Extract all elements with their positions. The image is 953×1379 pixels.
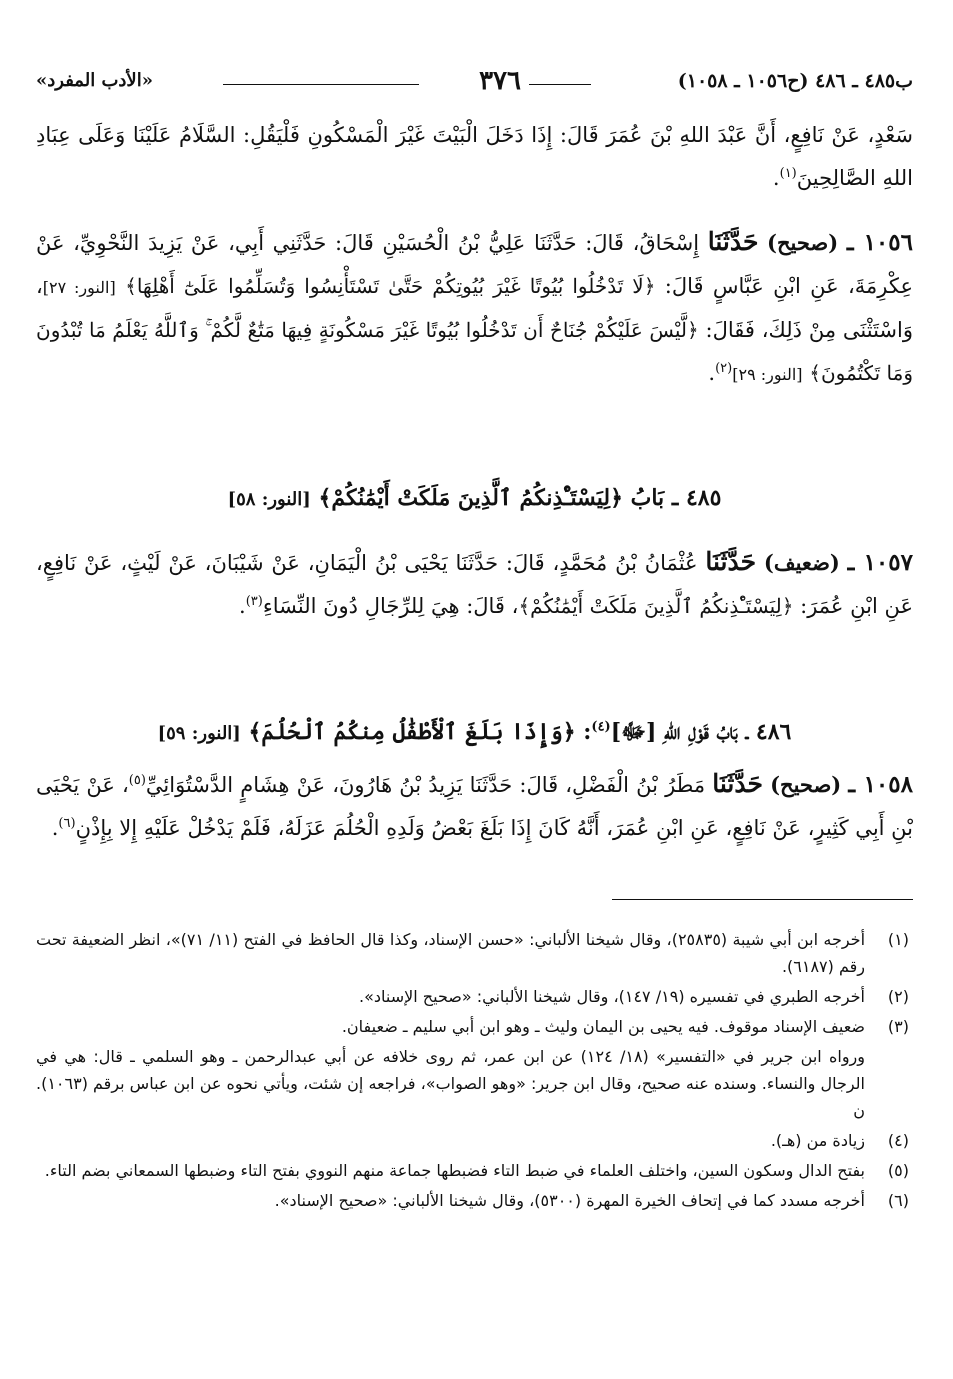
page-number: ٣٧٦ bbox=[479, 66, 521, 96]
footnotes bbox=[36, 926, 909, 1217]
hadith-grade: (ضعيف) bbox=[763, 550, 840, 575]
footnote-ref: (٤) bbox=[591, 719, 611, 735]
hadith-grade: (صحيح) bbox=[767, 230, 839, 255]
footnote-number: (٣) bbox=[887, 1017, 909, 1036]
footnote-ref: (٢) bbox=[715, 361, 733, 376]
footnote-text: بفتح الدال وسكون السين، واختلف العلماء في ضبط التاء فضبطها جماعة منهم النووي بفتح التاء وضبطها السمعاني بضم التاء. bbox=[44, 1161, 865, 1180]
footnote-item bbox=[36, 926, 909, 980]
quran-verse: ﴿لِيَسْتَـْٔذِنكُمُ ٱلَّذِينَ مَلَكَتْ أَيْمَٰنُكُمْ﴾ bbox=[518, 594, 794, 618]
footnote-number: (٦) bbox=[887, 1191, 909, 1210]
footnote-text: ضعيف الإسناد موقوف. فيه يحيى بن اليمان وليث ـ وهو ابن أبي سليم ـ ضعيفان. bbox=[341, 1017, 865, 1036]
footnote-ref: (١) bbox=[779, 166, 797, 181]
header-rule bbox=[529, 84, 591, 85]
header-rule bbox=[223, 84, 419, 85]
footnote-text: أخرجه ابن أبي شيبة (٢٥٨٣٥)، وقال شيخنا الألباني: «حسن الإسناد، وكذا قال الحافظ في الفتح (١١/ ٧١)»، انظر الضعيفة تحت رقم (٦١٨٧). bbox=[36, 930, 866, 976]
top-paragraph: سَعْدٍ، عَنْ نَافِعٍ، أَنَّ عَبْدَ اللهِ بْنَ عُمَرَ قَالَ: إِذَا دَخَلَ الْبَيْتَ غَيْرَ الْمَسْكُونِ فَلْيَقُلِ: السَّلَامُ عَلَيْنَا وَعَلَى عِبَادِ اللهِ الصَّالِحِينَ$^{(١)}$. bbox=[36, 123, 913, 190]
footnote-item bbox=[36, 1187, 909, 1214]
footnote-number: (١) bbox=[887, 930, 909, 949]
footnote-number: (٢) bbox=[887, 987, 909, 1006]
running-header bbox=[36, 66, 913, 110]
verse-reference: [النور: ٢٩] bbox=[732, 365, 803, 384]
footnote-separator bbox=[612, 899, 913, 900]
footnote-ref: (٥) bbox=[128, 773, 146, 788]
hadith-1056: ١٠٥٦ ـ (صحيح) حَدَّثَنَا إِسْحَاقُ، قَالَ: حَدَّثَنَا عَلِيُّ بْنُ الْحُسَيْنِ قَالَ: حَدَّثَنِي أَبِي، عَنْ يَزِيدَ النَّحْوِيِّ، عَنْ عِكْرِمَةَ، عَنِ ابْنِ عَبَّاسٍ قَالَ: ﴿لَا تَدْخُلُوا بُيُوتًا غَيْرَ بُيُوتِكُمْ حَتَّىٰ تَسْتَأْنِسُوا وَتُسَلِّمُوا عَلَىٰٓ أَهْلِهَا﴾ [النور: ٢٧]، وَاسْتَثْنَى مِنْ ذَلِكَ، فَقَالَ: ﴿لَّيْسَ عَلَيْكُمْ جُنَاحٌ أَن تَدْخُلُوا بُيُوتًا غَيْرَ مَسْكُونَةٍ فِيهَا مَتَٰعٌ لَّكُمْ ۚ وَٱللَّهُ يَعْلَمُ مَا تُبْدُونَ وَمَا تَكْتُمُونَ﴾ [النور: ٢٩]$^{(٢)}$. bbox=[36, 227, 914, 385]
hadith-1057: ١٠٥٧ ـ (ضعيف) حَدَّثَنَا عُثْمَانُ بْنُ مُحَمَّدٍ، قَالَ: حَدَّثَنَا يَحْيَى بْنُ الْيَمَانِ، عَنْ شَيْبَانَ، عَنْ لَيْثٍ، عَنْ نَافِعٍ، عَنِ ابْنِ عُمَرَ: ﴿لِيَسْتَـْٔذِنكُمُ ٱلَّذِينَ مَلَكَتْ أَيْمَٰنُكُمْ﴾، قَالَ: هِيَ لِلرِّجَالِ دُونَ النِّسَاءِ$^{(٣)}$. bbox=[36, 547, 913, 618]
quran-verse: : ﴿وَإِذَا بَلَغَ ٱلْأَطْفَٰلُ مِنكُمُ ٱلْحُلُمَ﴾ bbox=[248, 719, 592, 745]
footnote-item bbox=[36, 983, 909, 1010]
paragraph-text: سَعْدٍ، عَنْ نَافِعٍ، أَنَّ عَبْدَ اللهِ بْنَ عُمَرَ قَالَ: إِذَا دَخَلَ الْبَيْتَ غَيْرَ الْمَسْكُونِ فَلْيَقُلِ: السَّلَامُ عَلَيْنَا وَعَلَى عِبَادِ اللهِ الصَّالِحِينَ bbox=[36, 123, 913, 190]
header-chapter-range: ب٤٨٥ ـ ٤٨٦ (ح١٠٥٦ ـ ١٠٥٨) bbox=[677, 70, 913, 92]
hadith-text: إِسْحَاقُ، قَالَ: حَدَّثَنَا عَلِيُّ بْنُ الْحُسَيْنِ قَالَ: حَدَّثَنِي أَبِي، عَنْ يَزِيدَ النَّحْوِيِّ، عَنْ عِكْرِمَةَ، عَنِ ابْنِ عَبَّاسٍ قَالَ: bbox=[36, 231, 914, 298]
footnote-text: أخرجه الطبري في تفسيره (١٩/ ١٤٧)، وقال شيخنا الألباني: «صحيح الإسناد». bbox=[359, 987, 865, 1006]
hadith-text: ، وَاسْتَثْنَى مِنْ ذَلِكَ، فَقَالَ: bbox=[36, 274, 913, 342]
footnote-item bbox=[36, 1013, 909, 1040]
hadith-text: مَطَرُ بْنُ الْفَضْلِ، قَالَ: حَدَّثَنَا يَزِيدُ بْنُ هَارُونَ، عَنْ هِشَامٍ الدَّسْتُوَائِيِّ bbox=[145, 773, 706, 797]
quran-verse: ﴿لِيَسْتَـْٔذِنكُمُ ٱلَّذِينَ مَلَكَتْ أَيْمَٰنُكُمْ﴾ bbox=[318, 485, 623, 511]
hadith-text: ، قَالَ: هِيَ لِلرِّجَالِ دُونَ النِّسَاءِ bbox=[262, 594, 519, 618]
header-book-title: «الأدب المفرد» bbox=[36, 70, 153, 91]
hadith-number: ١٠٥٦ ـ bbox=[846, 229, 913, 256]
hadith-grade: (صحيح) bbox=[770, 772, 842, 797]
verse-reference: [النور: ٢٧] bbox=[42, 278, 116, 297]
quran-verse: ﴿لَّيْسَ عَلَيْكُمْ جُنَاحٌ أَن تَدْخُلُوا بُيُوتًا غَيْرَ مَسْكُونَةٍ فِيهَا مَتَٰعٌ لَّكُمْ ۚ وَٱللَّهُ يَعْلَمُ مَا تُبْدُونَ وَمَا تَكْتُمُونَ﴾ bbox=[36, 318, 913, 385]
footnote-text: زيادة من (هـ). bbox=[770, 1131, 865, 1150]
footnote-ref: (٦) bbox=[58, 816, 76, 831]
footnote-number: (٥) bbox=[887, 1161, 909, 1180]
hadith-1058: ١٠٥٨ ـ (صحيح) حَدَّثَنَا مَطَرُ بْنُ الْفَضْلِ، قَالَ: حَدَّثَنَا يَزِيدُ بْنُ هَارُونَ، عَنْ هِشَامٍ الدَّسْتُوَائِيِّ$^{(٥)}$، عَنْ يَحْيَى بْنِ أَبِي كَثِيرٍ، عَنْ نَافِعٍ، عَنِ ابْنِ عُمَرَ، أَنَّهُ كَانَ إِذَا بَلَغَ بَعْضُ وَلَدِهِ الْحُلُمَ عَزَلَهُ، فَلَمْ يَدْخُلْ عَلَيْهِ إِلا بِإِذْنٍ$^{(٦)}$. bbox=[36, 769, 913, 840]
chapter-heading-486 bbox=[36, 712, 913, 754]
hadith-text: عُثْمَانُ بْنُ مُحَمَّدٍ، قَالَ: حَدَّثَنَا يَحْيَى بْنُ الْيَمَانِ، عَنْ شَيْبَانَ، عَنْ لَيْثٍ، عَنْ نَافِعٍ، عَنِ ابْنِ عُمَرَ: bbox=[36, 551, 913, 618]
chapter-label: ٤٨٦ ـ بَابُ قَوْلِ اللهِ [ﷻ] bbox=[610, 719, 792, 745]
footnote-continuation: ورواه ابن جرير في «التفسير» (١٨/ ١٢٤) عن ابن عمر، ثم روى خلافه عن أبي عبدالرحمن ـ وهو السلمي ـ قال: هي في الرجال والنساء. وسنده عنه صحيح، وقال ابن جرير: «وهو الصواب»، فراجعه إن شئت، ويأتي نحوه عن ابن عباس برقم (١٠٦٣). ن bbox=[35, 1047, 866, 1120]
hadith-number: ١٠٥٧ ـ bbox=[847, 549, 913, 576]
chapter-label: ٤٨٥ ـ بَابُ bbox=[630, 485, 722, 511]
footnote-item bbox=[36, 1157, 909, 1184]
chapter-heading-485 bbox=[36, 478, 913, 520]
footnote-item bbox=[36, 1127, 909, 1154]
verse-reference: [النور: ٥٩] bbox=[157, 723, 241, 744]
quran-verse: ﴿لَا تَدْخُلُوا بُيُوتًا غَيْرَ بُيُوتِكُمْ حَتَّىٰ تَسْتَأْنِسُوا وَتُسَلِّمُوا عَلَىٰٓ أَهْلِهَا﴾ bbox=[125, 274, 656, 298]
haddathana: حَدَّثَنَا bbox=[712, 769, 763, 798]
haddathana: حَدَّثَنَا bbox=[705, 547, 757, 576]
hadith-text: ، عَنْ يَحْيَى بْنِ أَبِي كَثِيرٍ، عَنْ نَافِعٍ، عَنِ ابْنِ عُمَرَ، أَنَّهُ كَانَ إِذَا بَلَغَ بَعْضُ وَلَدِهِ الْحُلُمَ عَزَلَهُ، فَلَمْ يَدْخُلْ عَلَيْهِ إِلا بِإِذْنٍ bbox=[36, 773, 913, 840]
haddathana: حَدَّثَنَا bbox=[707, 227, 759, 256]
footnote-number: (٤) bbox=[887, 1131, 909, 1150]
footnote-text: أخرجه مسدد كما في إتحاف الخيرة المهرة (٥٣٠٠)، وقال شيخنا الألباني: «صحيح الإسناد». bbox=[274, 1191, 865, 1210]
verse-reference: [النور: ٥٨] bbox=[227, 489, 311, 510]
footnote-ref: (٣) bbox=[245, 594, 263, 609]
hadith-number: ١٠٥٨ ـ bbox=[848, 771, 913, 798]
